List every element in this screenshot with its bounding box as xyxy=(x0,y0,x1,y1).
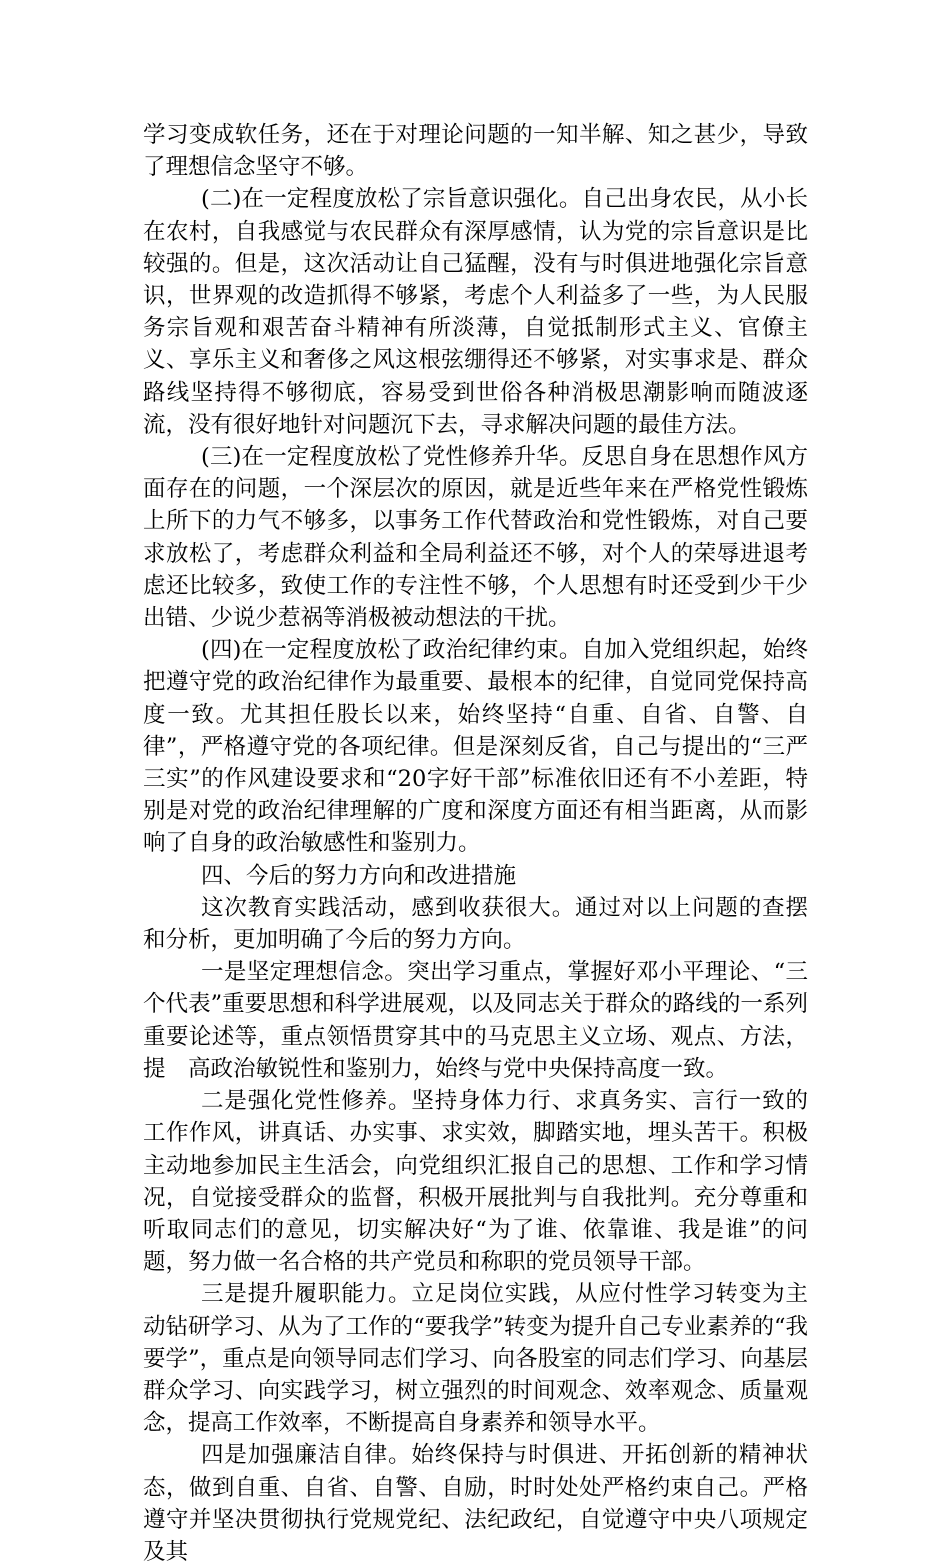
paragraph-2: (二)在一定程度放松了宗旨意识强化。自己出身农民，从小长在农村，自我感觉与农民群众有深厚感情，认为党的宗旨意识是比较强的。但是，这次活动让自己猛醒，没有与时俱进地强化宗旨意识，世界观的改造抓得不够紧，考虑个人利益多了一些，为人民服务宗旨观和艰苦奋斗精神有所淡薄，自觉抵制形式主义、官僚主义、享乐主义和奢侈之风这根弦绷得还不够紧，对实事求是、群众路线坚持得不够彻底，容易受到世俗各种消极思潮影响而随波逐流，没有很好地针对问题沉下去，寻求解决问题的最佳方法。 xyxy=(143,186,808,438)
paragraph-9: 四是加强廉洁自律。始终保持与时俱进、开拓创新的精神状态，做到自重、自省、自警、自励，时时处处严格约束自己。严格遵守并坚决贯彻执行党规党纪、法纪政纪，自觉遵守中央八项规定及其 xyxy=(143,1442,808,1565)
paragraph-5: 这次教育实践活动，感到收获很大。通过对以上问题的查摆和分析，更加明确了今后的努力方向。 xyxy=(143,894,808,954)
paragraph-7: 二是强化党性修养。坚持身体力行、求真务实、言行一致的工作作风，讲真话、办实事、求实效，脚踏实地，埋头苦干。积极主动地参加民主生活会，向党组织汇报自己的思想、工作和学习情况，自觉接受群众的监督，积极开展批判与自我批判。充分尊重和听取同志们的意见，切实解决好“为了谁、依靠谁、我是谁”的问题，努力做一名合格的共产党员和称职的党员领导干部。 xyxy=(143,1088,808,1276)
section-heading: 四、今后的努力方向和改进措施 xyxy=(201,862,517,889)
paragraph-6: 一是坚定理想信念。突出学习重点，掌握好邓小平理论、“三个代表”重要思想和科学进展观，以及同志关于群众的路线的一系列重要论述等，重点领悟贯穿其中的马克思主义立场、观点、方法，提 高政治敏锐性和鉴别力，始终与党中央保持高度一致。 xyxy=(143,959,808,1082)
paragraph-8: 三是提升履职能力。立足岗位实践，从应付性学习转变为主动钻研学习、从为了工作的“要我学”转变为提升自己专业素养的“我要学”，重点是向领导同志们学习、向各股室的同志们学习、向基层群众学习、向实践学习，树立强烈的时间观念、效率观念、质量观念，提高工作效率，不断提高自身素养和领导水平。 xyxy=(143,1281,808,1437)
paragraph-4: (四)在一定程度放松了政治纪律约束。自加入党组织起，始终把遵守党的政治纪律作为最重要、最根本的纪律，自觉同党保持高度一致。尤其担任股长以来，始终坚持“自重、自省、自警、自律”，严格遵守党的各项纪律。但是深刻反省，自己与提出的“三严三实”的作风建设要求和“20字好干部”标准依旧还有不小差距，特别是对党的政治纪律理解的广度和深度方面还有相当距离，从而影响了自身的政治敏感性和鉴别力。 xyxy=(143,637,808,857)
paragraph-3: (三)在一定程度放松了党性修养升华。反思自身在思想作风方面存在的问题，一个深层次的原因，就是近些年来在严格党性锻炼上所下的力气不够多，以事务工作代替政治和党性锻炼，对自己要求放松了，考虑群众利益和全局利益还不够，对个人的荣辱进退考虑还比较多，致使工作的专注性不够，个人思想有时还受到少干少出错、少说少惹祸等消极被动想法的干扰。 xyxy=(143,444,808,632)
document-body xyxy=(143,119,808,1568)
paragraph-1: 学习变成软任务，还在于对理论问题的一知半解、知之甚少，导致了理想信念坚守不够。 xyxy=(143,122,808,181)
